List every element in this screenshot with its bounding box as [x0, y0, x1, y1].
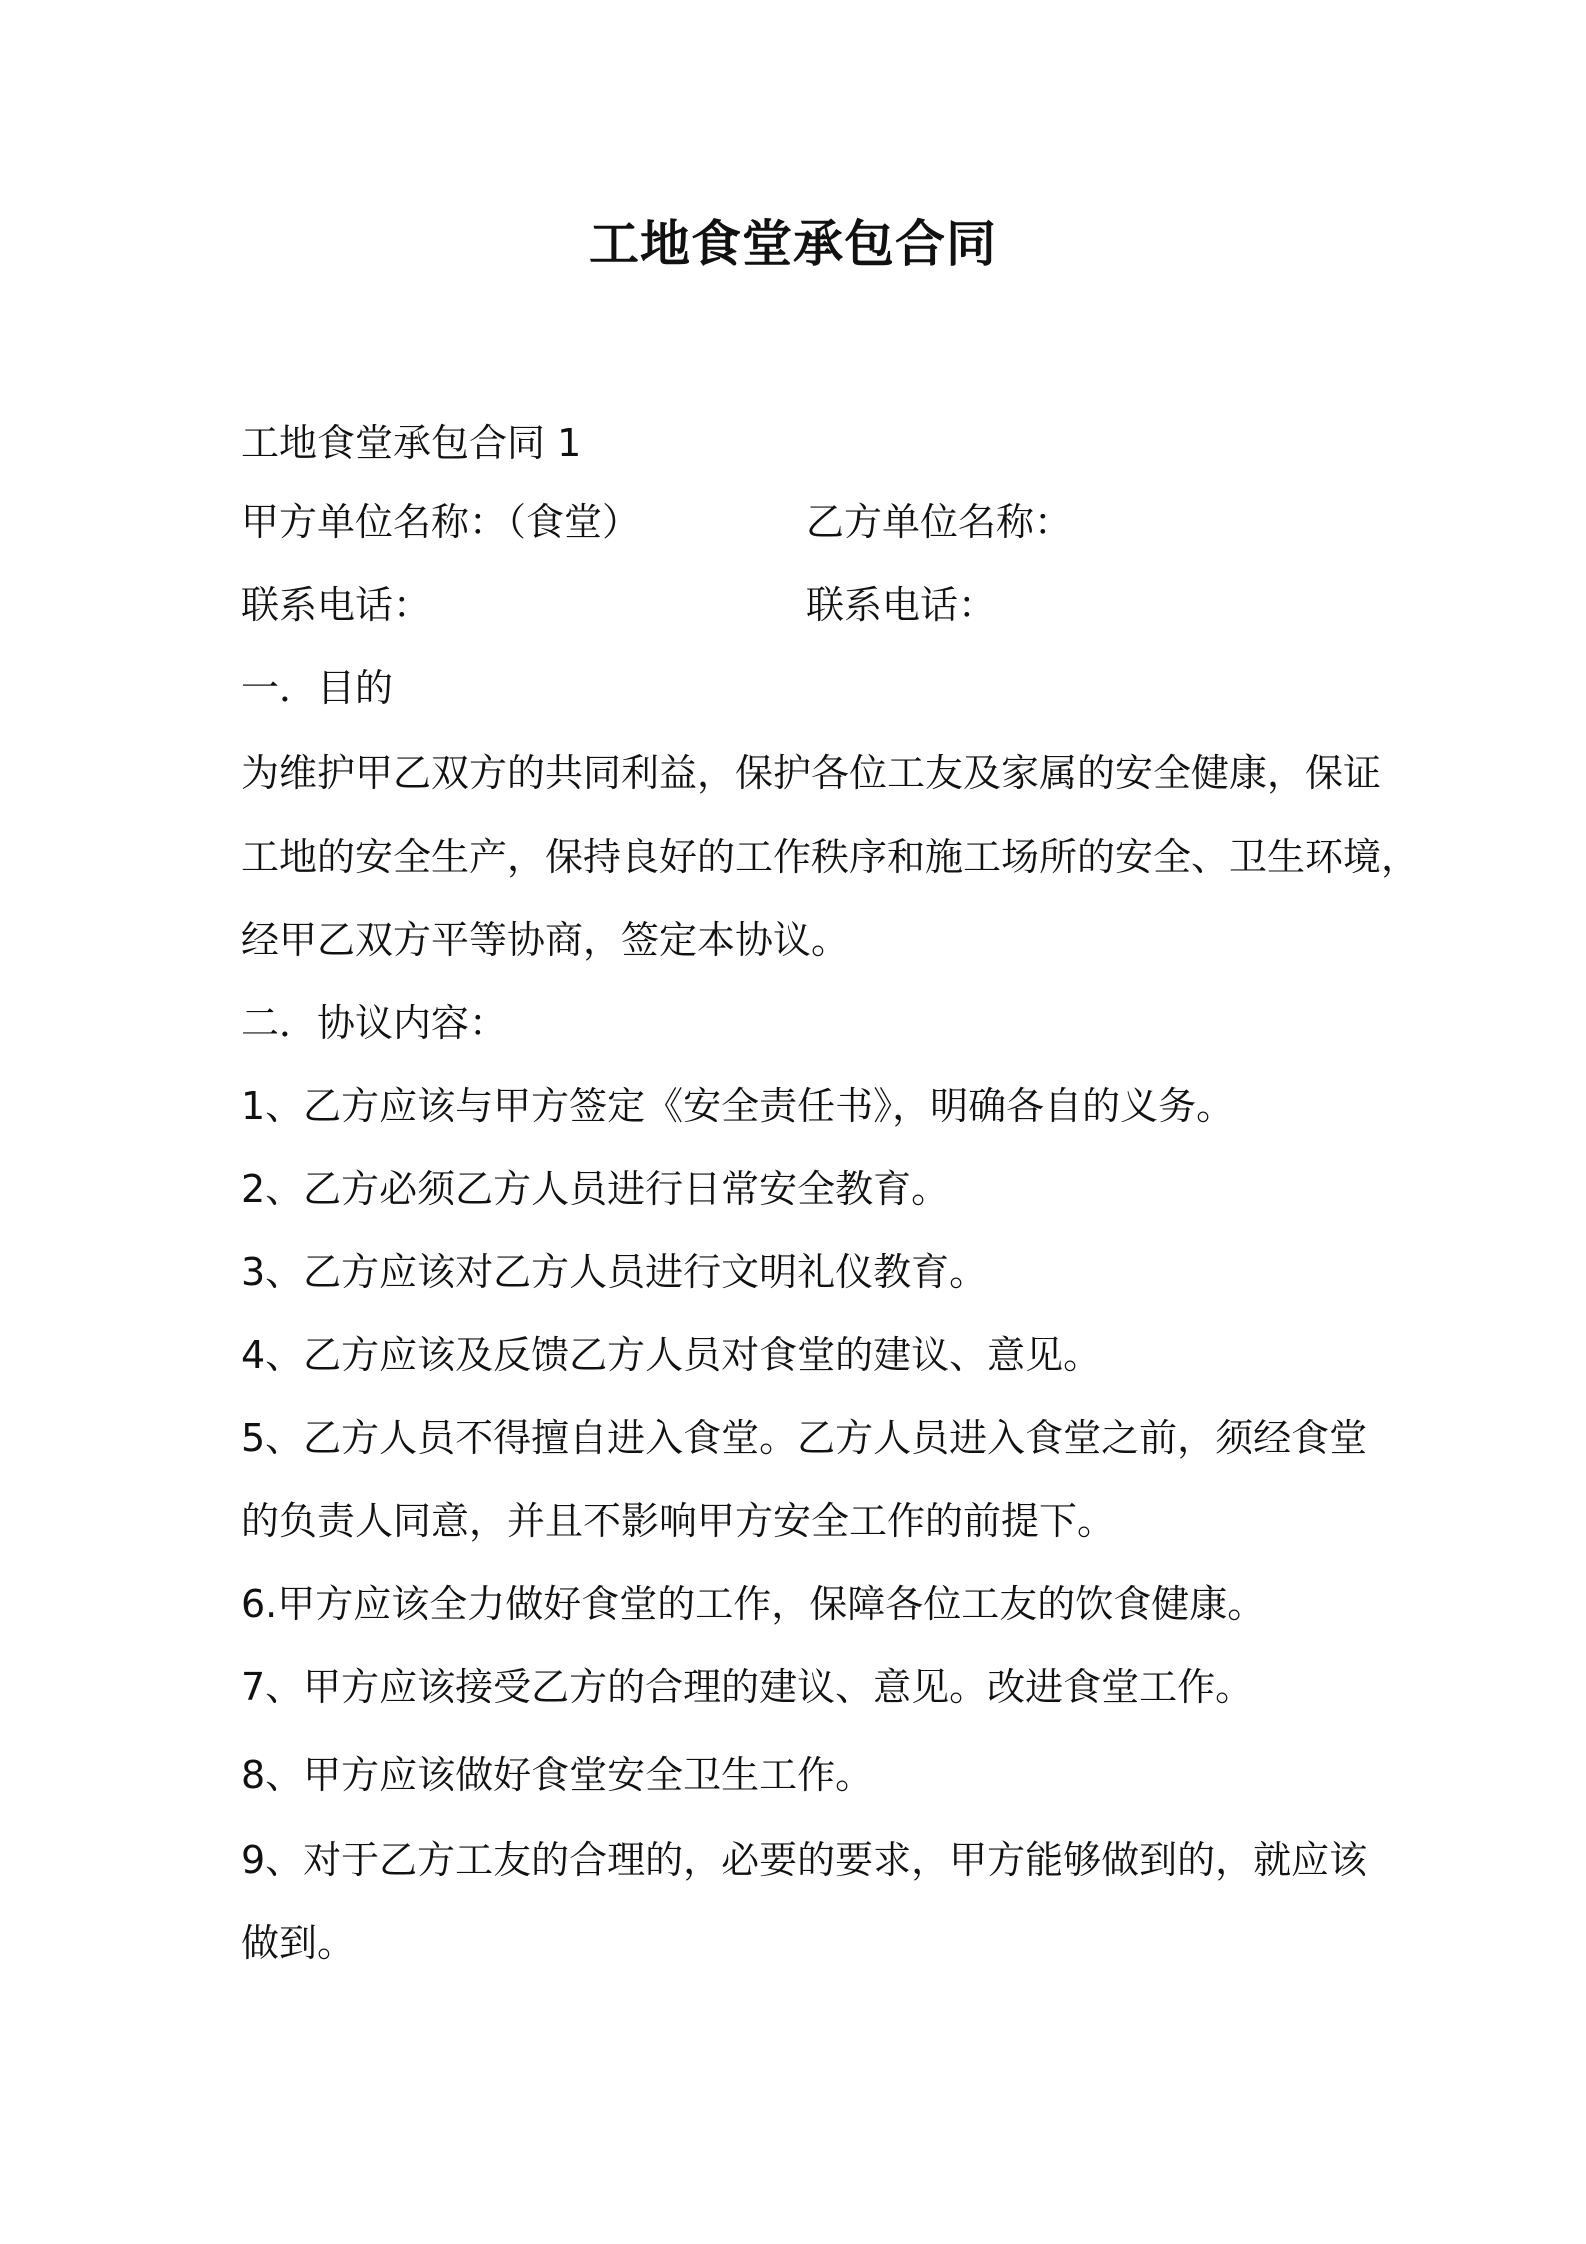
contract-subtitle: 工地食堂承包合同 1 [241, 421, 582, 465]
clause-item: 1、乙方应该与甲方签定《安全责任书》，明确各自的义务。 [241, 1084, 1235, 1128]
clause-item-continuation: 做到。 [241, 1921, 356, 1965]
party-a-name-label: 甲方单位名称：（食堂） [241, 500, 641, 544]
party-b-phone-label: 联系电话： [806, 583, 997, 627]
purpose-paragraph-line: 经甲乙双方平等协商，签定本协议。 [241, 918, 850, 962]
purpose-paragraph-line: 为维护甲乙双方的共同利益，保护各位工友及家属的安全健康，保证 [241, 751, 1382, 795]
section-heading-content: 二．协议内容： [241, 1001, 508, 1045]
party-a-phone-label: 联系电话： [241, 583, 432, 627]
clause-item: 5、乙方人员不得擅自进入食堂。乙方人员进入食堂之前，须经食堂 [241, 1416, 1368, 1460]
clause-item: 6.甲方应该全力做好食堂的工作，保障各位工友的饮食健康。 [241, 1582, 1266, 1626]
clause-item: 2、乙方必须乙方人员进行日常安全教育。 [241, 1167, 950, 1211]
clause-item: 8、甲方应该做好食堂安全卫生工作。 [241, 1753, 874, 1797]
clause-item: 3、乙方应该对乙方人员进行文明礼仪教育。 [241, 1250, 988, 1294]
section-heading-purpose: 一．目的 [241, 666, 394, 710]
document-title: 工地食堂承包合同 [589, 215, 997, 273]
clause-item: 7、甲方应该接受乙方的合理的建议、意见。改进食堂工作。 [241, 1665, 1254, 1709]
clause-item-continuation: 的负责人同意，并且不影响甲方安全工作的前提下。 [241, 1499, 1116, 1543]
clause-item: 9、对于乙方工友的合理的，必要的要求，甲方能够做到的，就应该 [241, 1838, 1368, 1882]
clause-item: 4、乙方应该及反馈乙方人员对食堂的建议、意见。 [241, 1333, 1102, 1377]
party-b-name-label: 乙方单位名称： [806, 500, 1073, 544]
purpose-paragraph-line: 工地的安全生产，保持良好的工作秩序和施工场所的安全、卫生环境， [241, 835, 1420, 879]
